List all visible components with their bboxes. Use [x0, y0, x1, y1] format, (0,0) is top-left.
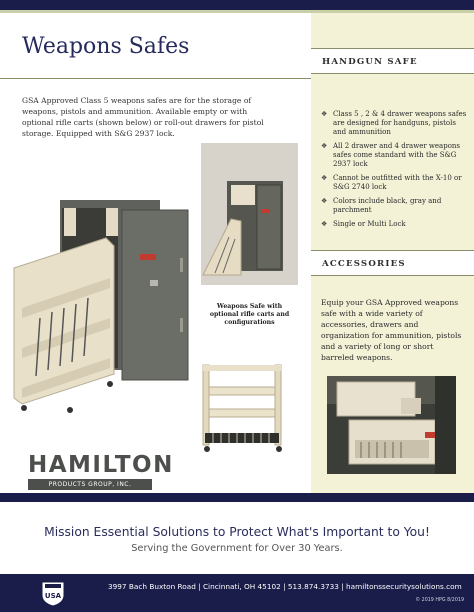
footer	[0, 574, 474, 612]
list-item	[321, 110, 469, 137]
subtagline: Serving the Government for Over 30 Years.	[131, 543, 343, 554]
top-bar	[0, 0, 474, 10]
accessories-heading	[311, 250, 474, 276]
copyright: © 2019 HPG 8/2019	[415, 598, 464, 603]
bullet-text: Class 5 , 2 & 4 drawer weapons safes are designed for handguns, pistols and ammunition	[333, 110, 467, 136]
safe-with-carts-photo	[201, 143, 298, 285]
list-item	[321, 142, 469, 169]
diamond-bullet-icon: ❖	[321, 142, 328, 150]
diamond-bullet-icon: ❖	[321, 174, 328, 182]
tagline: Mission Essential Solutions to Protect What's Important to You!	[44, 525, 430, 539]
weapons-safe-photo	[10, 198, 202, 418]
list-item	[321, 174, 469, 192]
bullet-text: Single or Multi Lock	[333, 220, 406, 228]
photo-caption: Weapons Safe with optional rifle carts and configurations	[209, 303, 290, 326]
rifle-cart-photo	[199, 361, 287, 455]
bullet-text: Colors include black, gray and parchment	[333, 197, 442, 214]
footer-contact: 3997 Bach Buxton Road | Cincinnati, OH 45102 | 513.874.3733 | hamiltonssecuritysolutions.com	[108, 582, 462, 591]
usa-badge-text: USA	[44, 592, 62, 600]
bullet-text: All 2 drawer and 4 drawer weapons safes come standard with the S&G 2937 lock	[333, 142, 461, 168]
bottom-band	[0, 493, 474, 502]
title-divider	[0, 78, 311, 79]
hamilton-logo	[28, 452, 174, 490]
accessories-paragraph: Equip your GSA Approved weapons safe with a wide variety of accessories, drawers and organization for ammunition, pistols and a variety of long or short barreled weapons.	[321, 298, 462, 362]
intro-paragraph: GSA Approved Class 5 weapons safes are for the storage of weapons, pistols and ammunition. Available empty or with optional rifle carts (shown below) or roll-out drawers for pistol storage. Equipped with S&G 2937 lock.	[22, 96, 264, 138]
logo-wordmark: HAMILTON	[28, 452, 174, 478]
diamond-bullet-icon: ❖	[321, 110, 328, 118]
logo-subtitle: PRODUCTS GROUP, INC.	[28, 479, 152, 490]
handgun-safe-heading	[311, 48, 474, 74]
handgun-safe-heading-text: HANDGUN SAFE	[322, 57, 418, 67]
diamond-bullet-icon: ❖	[321, 197, 328, 205]
accessories-heading-text: ACCESSORIES	[322, 259, 406, 269]
usa-badge-icon	[40, 579, 66, 607]
page-title: Weapons Safes	[22, 34, 190, 59]
diamond-bullet-icon: ❖	[321, 220, 328, 228]
list-item	[321, 197, 469, 215]
handgun-bullet-list	[321, 110, 469, 234]
list-item	[321, 220, 469, 229]
accessories-photo	[327, 376, 456, 474]
bullet-text: Cannot be outfitted with the X-10 or S&G 2740 lock	[333, 174, 462, 191]
